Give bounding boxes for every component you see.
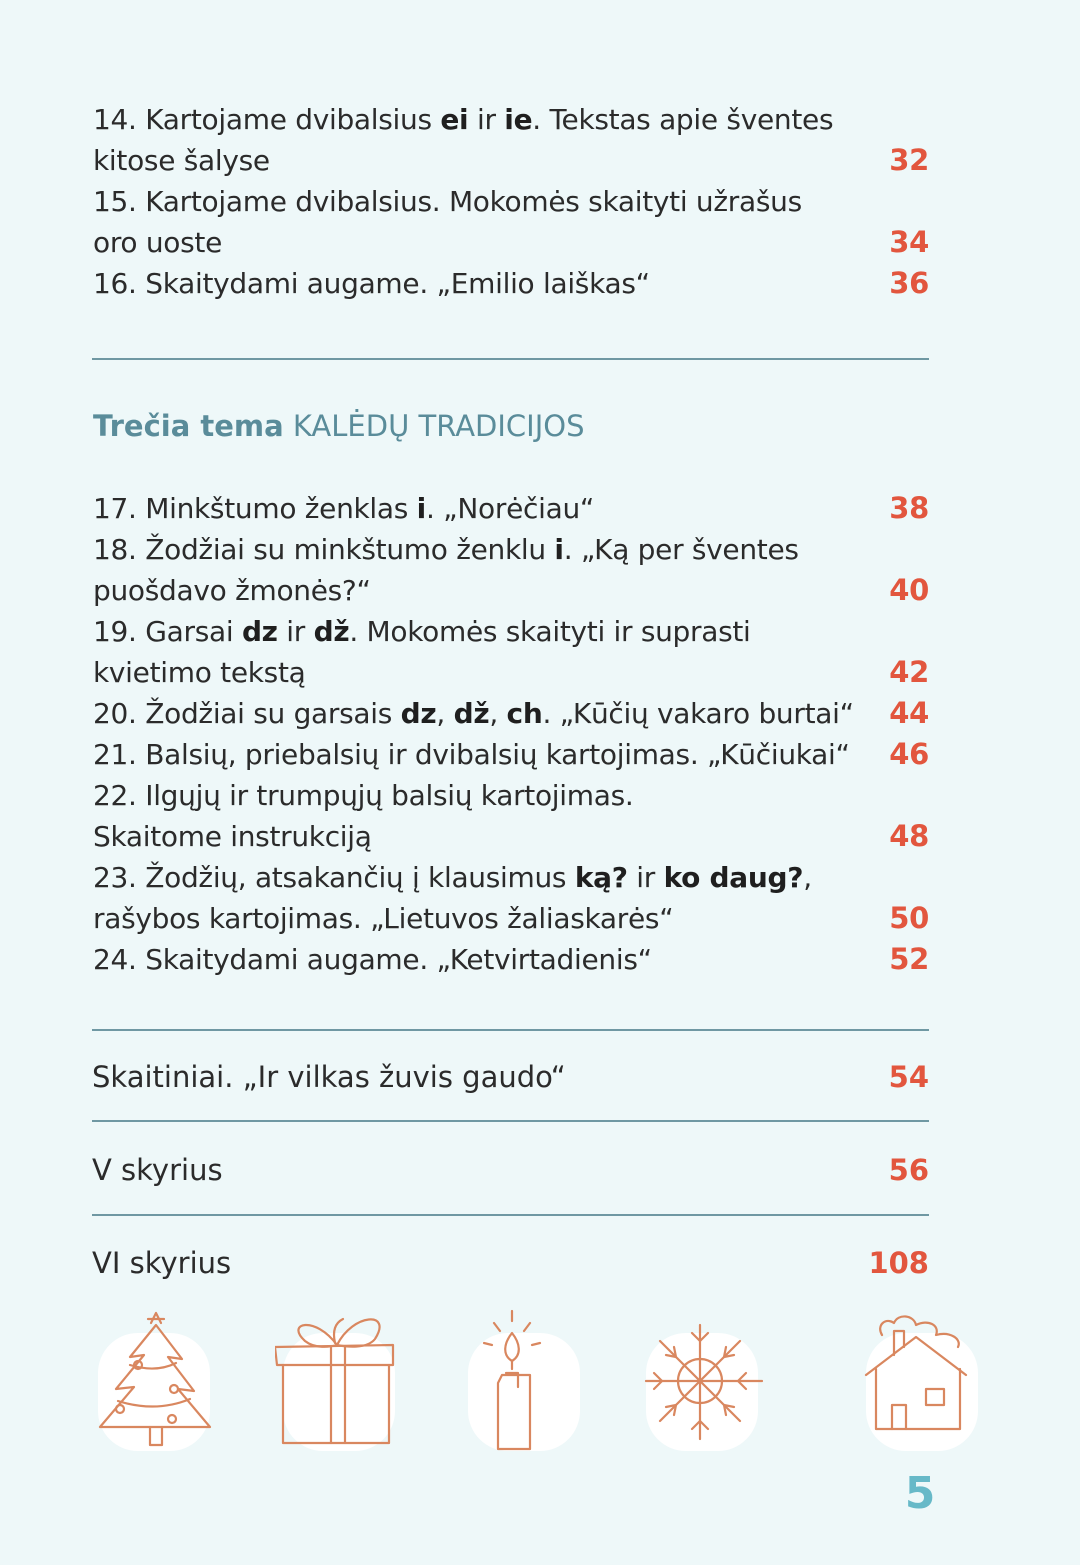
toc-line [93, 898, 929, 939]
entry-text-fragment: 21. Balsių, priebalsių ir dvibalsių kartojimas. „Kūčiukai“ [93, 738, 850, 771]
page-ref: 108 [868, 1246, 929, 1280]
toc-entry-text [93, 140, 270, 181]
toc-line [93, 570, 929, 611]
gift-box-icon [275, 1305, 405, 1460]
toc-entry-text [93, 857, 812, 898]
toc-entry-text [93, 775, 633, 816]
christmas-tree-icon [90, 1305, 220, 1460]
toc-line [93, 611, 929, 652]
entry-text-fragment: ir [627, 861, 664, 894]
page-ref: 54 [888, 1060, 929, 1094]
entry-text-fragment: , [489, 697, 507, 730]
entry-text-fragment: . „Norėčiau“ [425, 492, 595, 525]
toc-entry-text [93, 611, 751, 652]
page-ref: 38 [889, 491, 929, 525]
toc-entry-text [93, 263, 650, 304]
entry-text-fragment: kitose šalyse [93, 144, 270, 177]
toc-entry-text [93, 570, 371, 611]
entry-text-fragment: . „Kūčių vakaro burtai“ [542, 697, 854, 730]
entry-text-fragment: ir [468, 103, 505, 136]
entry-text-fragment: . Tekstas apie šventes [532, 103, 834, 136]
toc-entry-text [93, 99, 833, 140]
toc-entry-text [93, 734, 850, 775]
toc-line [93, 181, 929, 222]
divider [92, 358, 929, 360]
page-ref: 48 [889, 819, 929, 853]
toc-line [93, 222, 929, 263]
section-title: VI skyrius [92, 1246, 232, 1280]
toc-line [93, 140, 929, 181]
toc-entry-text [93, 693, 854, 734]
page-ref: 36 [889, 266, 929, 300]
emphasized-text: dz [241, 615, 278, 648]
entry-text-fragment: 24. Skaitydami augame. „Ketvirtadienis“ [93, 943, 652, 976]
toc-entry-text [93, 488, 594, 529]
page-ref: 50 [889, 901, 929, 935]
entry-text-fragment: puošdavo žmonės?“ [93, 574, 371, 607]
candle-icon [460, 1305, 590, 1460]
emphasized-text: ch [506, 697, 543, 730]
emphasized-text: ką? [574, 861, 628, 894]
divider [92, 1120, 929, 1122]
theme-label: Trečia tema [93, 409, 284, 443]
toc-line [93, 693, 929, 734]
emphasized-text: ei [440, 103, 469, 136]
page-ref: 40 [889, 573, 929, 607]
page-number: 5 [904, 1468, 936, 1519]
entry-text-fragment: 20. Žodžiai su garsais [93, 697, 401, 730]
entry-text-fragment: 14. Kartojame dvibalsius [93, 103, 441, 136]
entry-text-fragment: . „Ką per šventes [563, 533, 799, 566]
entry-text-fragment: Skaitome instrukciją [93, 820, 372, 853]
page-ref: 56 [888, 1153, 929, 1187]
toc-block-second-theme [93, 99, 929, 304]
emphasized-text: i [416, 492, 426, 525]
emphasized-text: dž [313, 615, 350, 648]
emphasized-text: dz [400, 697, 437, 730]
page-ref: 32 [889, 143, 929, 177]
toc-entry-text [93, 816, 372, 857]
entry-text-fragment: 18. Žodžiai su minkštumo ženklu [93, 533, 555, 566]
page-ref: 44 [889, 696, 929, 730]
section-title: Skaitiniai. „Ir vilkas žuvis gaudo“ [92, 1060, 566, 1094]
toc-line [93, 529, 929, 570]
page-ref: 42 [889, 655, 929, 689]
toc-line [93, 939, 929, 980]
toc-entry-text [93, 939, 652, 980]
entry-text-fragment: 17. Minkštumo ženklas [93, 492, 417, 525]
entry-text-fragment: 19. Garsai [93, 615, 242, 648]
entry-text-fragment: kvietimo tekstą [93, 656, 306, 689]
toc-entry-text [93, 652, 306, 693]
entry-text-fragment: 22. Ilgųjų ir trumpųjų balsių kartojimas. [93, 779, 634, 812]
toc-line [93, 652, 929, 693]
page-ref: 52 [889, 942, 929, 976]
entry-text-fragment: 23. Žodžių, atsakančių į klausimus [93, 861, 575, 894]
entry-text-fragment: , [436, 697, 454, 730]
entry-text-fragment: rašybos kartojimas. „Lietuvos žaliaskarės“ [93, 902, 674, 935]
toc-line [93, 99, 929, 140]
theme-heading [93, 404, 585, 448]
toc-line [93, 816, 929, 857]
toc-line [93, 775, 929, 816]
page-ref: 46 [889, 737, 929, 771]
toc-section-chapter-v [92, 1148, 929, 1192]
toc-entry-text [93, 222, 222, 263]
emphasized-text: dž [453, 697, 490, 730]
entry-text-fragment: ir [277, 615, 314, 648]
toc-line [93, 263, 929, 304]
snowflake-icon [638, 1305, 768, 1460]
entry-text-fragment: oro uoste [93, 226, 223, 259]
toc-line [93, 488, 929, 529]
divider [92, 1214, 929, 1216]
entry-text-fragment: 16. Skaitydami augame. „Emilio laiškas“ [93, 267, 650, 300]
entry-text-fragment: 15. Kartojame dvibalsius. Mokomės skaityti užrašus [93, 185, 802, 218]
page-ref: 34 [889, 225, 929, 259]
toc-block-third-theme [93, 488, 929, 980]
toc-entry-text [93, 898, 673, 939]
emphasized-text: ko daug? [663, 861, 804, 894]
toc-line [93, 734, 929, 775]
emphasized-text: i [554, 533, 564, 566]
emphasized-text: ie [504, 103, 533, 136]
toc-entry-text [93, 181, 802, 222]
divider [92, 1029, 929, 1031]
toc-section-chapter-vi [92, 1241, 929, 1285]
entry-text-fragment: . Mokomės skaityti ir suprasti [349, 615, 751, 648]
toc-section-readings [92, 1055, 929, 1099]
theme-title: KALĖDŲ TRADICIJOS [292, 409, 585, 443]
toc-line [93, 857, 929, 898]
house-icon [858, 1305, 988, 1460]
section-title: V skyrius [92, 1153, 223, 1187]
entry-text-fragment: , [803, 861, 812, 894]
decorative-icons [85, 1305, 985, 1465]
toc-entry-text [93, 529, 799, 570]
